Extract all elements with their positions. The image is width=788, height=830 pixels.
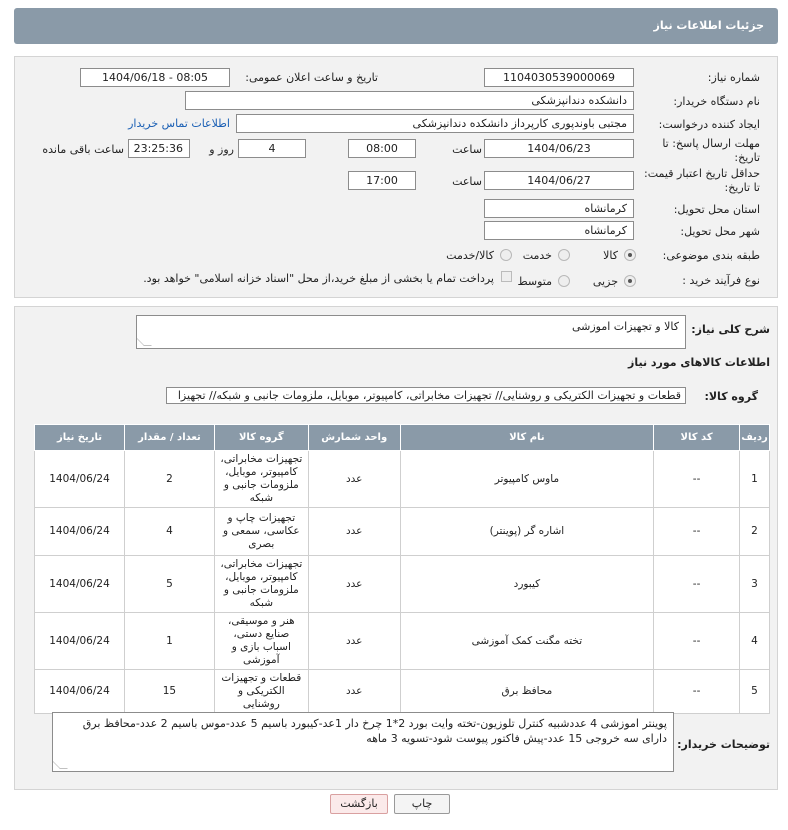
header-bar xyxy=(14,8,778,44)
resize-handle-icon[interactable] xyxy=(52,761,68,769)
cell-date: 1404/06/24 xyxy=(35,670,125,714)
city-label: شهر محل تحویل: xyxy=(680,225,760,238)
buyer-notes-field xyxy=(52,712,674,772)
purchase-option-medium: متوسط xyxy=(517,275,552,288)
buyer-org-field: دانشکده دندانپزشکی xyxy=(185,91,634,110)
category-radio-goods[interactable] xyxy=(624,249,636,261)
table-row xyxy=(35,613,770,670)
province-field: کرمانشاه xyxy=(484,199,634,218)
buyer-notes-text: پوینتر اموزشی 4 عددشبیه کنترل تلوزیون-تخته وایت بورد 2*1 چرخ دار 1عد-کیبورد باسیم 5 عدد-موس باسیم 2 عدد-محافظ برق دارای سه خروجی 15 عدد-پیش فاکتور پیوست شود-تسویه 3 ماهه xyxy=(82,717,667,745)
col-header-unit: واحد شمارش xyxy=(308,425,400,451)
category-radio-goods-service[interactable] xyxy=(500,249,512,261)
price-time-field: 17:00 xyxy=(348,171,416,190)
table-row xyxy=(35,508,770,556)
purchase-option-minor: جزیی xyxy=(592,275,618,288)
cell-unit: عدد xyxy=(308,451,400,508)
cell-date: 1404/06/24 xyxy=(35,556,125,613)
cell-unit: عدد xyxy=(308,508,400,556)
province-label: استان محل تحویل: xyxy=(673,203,760,216)
cell-unit: عدد xyxy=(308,613,400,670)
cell-row-number: 4 xyxy=(740,613,770,670)
col-header-group: گروه کالا xyxy=(214,425,308,451)
table-header-row xyxy=(35,425,770,451)
price-date-field: 1404/06/27 xyxy=(484,171,634,190)
cell-qty: 15 xyxy=(125,670,215,714)
buyer-org-label: نام دستگاه خریدار: xyxy=(673,95,760,108)
category-option-goods-service: کالا/خدمت xyxy=(446,249,494,262)
table-row xyxy=(35,670,770,714)
treasury-payment-note: پرداخت تمام یا بخشی از مبلغ خرید،از محل "اسناد خزانه اسلامی" خواهد بود. xyxy=(143,272,494,285)
purchase-radio-minor[interactable] xyxy=(624,275,636,287)
items-info-title: اطلاعات کالاهای مورد نیاز xyxy=(628,356,770,369)
cell-name: کیبورد xyxy=(400,556,654,613)
purchase-type-label: نوع فرآیند خرید : xyxy=(682,274,760,287)
reply-time-field: 08:00 xyxy=(348,139,416,158)
cell-code: -- xyxy=(654,670,740,714)
cell-code: -- xyxy=(654,451,740,508)
cell-row-number: 5 xyxy=(740,670,770,714)
cell-code: -- xyxy=(654,508,740,556)
price-time-label: ساعت xyxy=(452,175,482,188)
cell-row-number: 3 xyxy=(740,556,770,613)
buyer-notes-label: توضیحات خریدار: xyxy=(677,738,770,751)
cell-name: محافظ برق xyxy=(400,670,654,714)
creator-field: مجتبی باوندپوری کارپرداز دانشکده دندانپزشکی xyxy=(236,114,634,133)
buyer-contact-link[interactable]: اطلاعات تماس خریدار xyxy=(128,117,230,130)
creator-label: ایجاد کننده درخواست: xyxy=(658,118,760,131)
remaining-label: ساعت باقی مانده xyxy=(42,143,124,156)
days-field: 4 xyxy=(238,139,306,158)
general-desc-field xyxy=(136,315,686,349)
cell-qty: 4 xyxy=(125,508,215,556)
cell-row-number: 2 xyxy=(740,508,770,556)
cell-group: هنر و موسیقی، صنایع دستی، اسباب بازی و آموزشی xyxy=(214,613,308,670)
cell-unit: عدد xyxy=(308,556,400,613)
cell-name: تخته مگنت کمک آموزشی xyxy=(400,613,654,670)
remaining-time-field: 23:25:36 xyxy=(128,139,190,158)
cell-group: قطعات و تجهیزات الکتریکی و روشنایی xyxy=(214,670,308,714)
price-deadline-label: حداقل تاریخ اعتبار قیمت: تا تاریخ: xyxy=(644,167,760,194)
purchase-radio-medium[interactable] xyxy=(558,275,570,287)
reply-date-field: 1404/06/23 xyxy=(484,139,634,158)
goods-group-label: گروه کالا: xyxy=(704,390,758,403)
reply-time-label: ساعت xyxy=(452,143,482,156)
col-header-date: تاریخ نیاز xyxy=(35,425,125,451)
table-row xyxy=(35,451,770,508)
cell-date: 1404/06/24 xyxy=(35,613,125,670)
days-label: روز و xyxy=(209,143,234,156)
print-button[interactable]: چاپ xyxy=(394,794,450,814)
cell-name: اشاره گر (پوینتر) xyxy=(400,508,654,556)
cell-date: 1404/06/24 xyxy=(35,508,125,556)
cell-qty: 2 xyxy=(125,451,215,508)
cell-row-number: 1 xyxy=(740,451,770,508)
cell-group: تجهیزات مخابراتی، کامپیوتر، موبایل، ملزومات جانبی و شبکه xyxy=(214,451,308,508)
announce-field: 1404/06/18 - 08:05 xyxy=(80,68,230,87)
cell-unit: عدد xyxy=(308,670,400,714)
cell-date: 1404/06/24 xyxy=(35,451,125,508)
treasury-payment-checkbox[interactable] xyxy=(501,271,512,282)
category-option-service: خدمت xyxy=(522,249,552,262)
col-header-name: نام کالا xyxy=(400,425,654,451)
reply-deadline-label: مهلت ارسال پاسخ: تا تاریخ: xyxy=(662,137,760,164)
category-label: طبقه بندی موضوعی: xyxy=(662,249,760,262)
cell-qty: 1 xyxy=(125,613,215,670)
cell-code: -- xyxy=(654,556,740,613)
cell-group: تجهیزات چاپ و عکاسی، سمعی و بصری xyxy=(214,508,308,556)
category-option-goods: کالا xyxy=(603,249,618,262)
cell-group: تجهیزات مخابراتی، کامپیوتر، موبایل، ملزومات جانبی و شبکه xyxy=(214,556,308,613)
page-title: جزئیات اطلاعات نیاز xyxy=(653,19,764,32)
need-number-field: 1104030539000069 xyxy=(484,68,634,87)
cell-name: ماوس کامپیوتر xyxy=(400,451,654,508)
resize-handle-icon[interactable] xyxy=(136,338,152,346)
goods-group-field: قطعات و تجهیزات الکتریکی و روشنایی// تجهیزات مخابراتی، کامپیوتر، موبایل، ملزومات جانبی و شبکه// تجهیزا xyxy=(166,387,686,404)
cell-qty: 5 xyxy=(125,556,215,613)
cell-code: -- xyxy=(654,613,740,670)
col-header-row-number: ردیف xyxy=(740,425,770,451)
col-header-code: کد کالا xyxy=(654,425,740,451)
items-table xyxy=(34,424,770,714)
general-desc-text: کالا و تجهیزات اموزشی xyxy=(571,320,679,333)
col-header-qty: تعداد / مقدار xyxy=(125,425,215,451)
back-button[interactable]: بازگشت xyxy=(330,794,388,814)
city-field: کرمانشاه xyxy=(484,221,634,240)
general-desc-label: شرح کلی نیاز: xyxy=(691,323,770,336)
announce-label: تاریخ و ساعت اعلان عمومی: xyxy=(245,71,378,84)
need-number-label: شماره نیاز: xyxy=(707,71,760,84)
table-row xyxy=(35,556,770,613)
category-radio-service[interactable] xyxy=(558,249,570,261)
